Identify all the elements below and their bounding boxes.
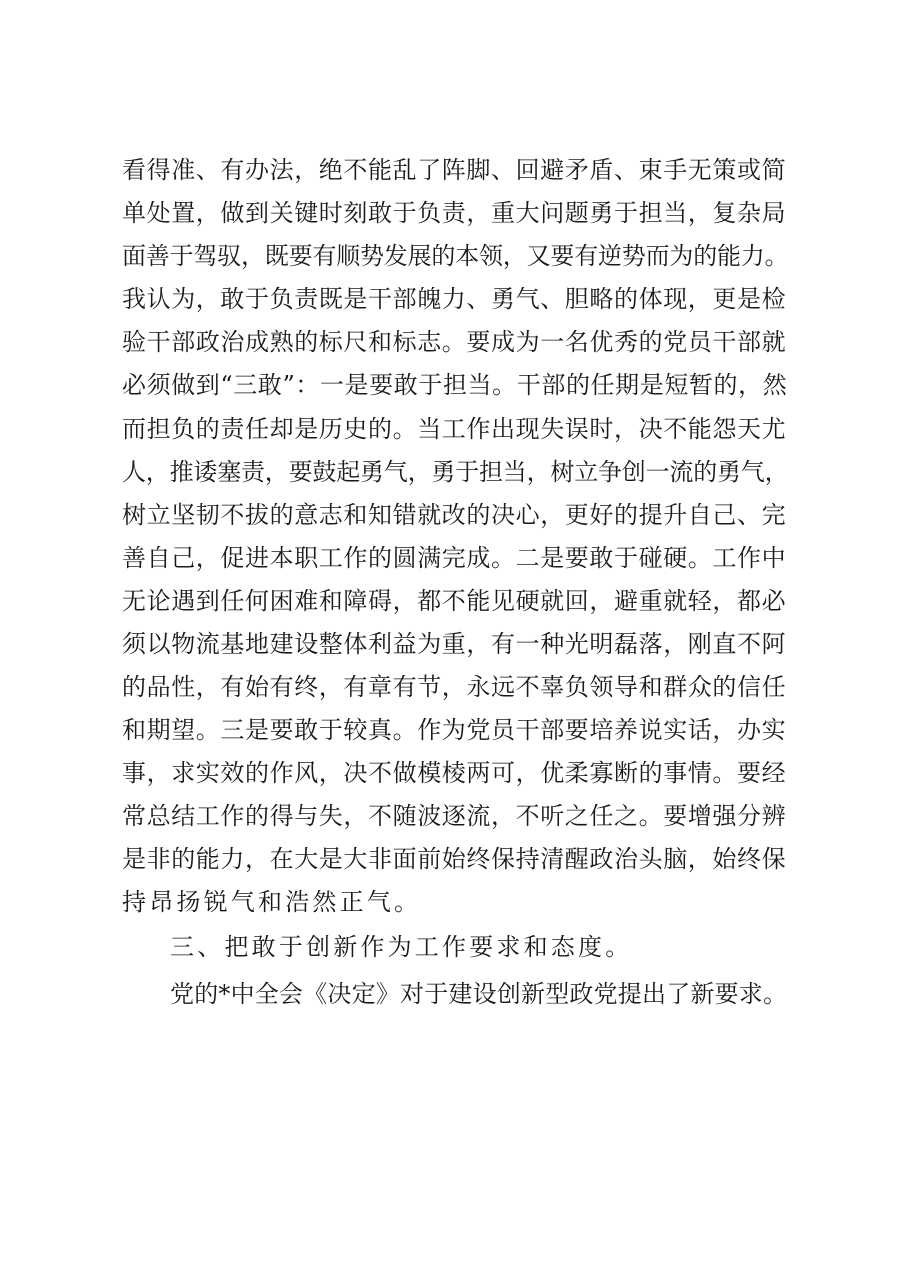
- body-text-line: 事，求实效的作风，决不做模棱两可，优柔寡断的事情。要经: [122, 759, 787, 787]
- section-heading: 三、把敢于创新作为工作要求和态度。: [170, 933, 633, 961]
- body-text-line: 无论遇到任何困难和障碍，都不能见硬就回，避重就轻，都必: [122, 587, 787, 615]
- body-text-line: 是非的能力，在大是大非面前始终保持清醒政治头脑，始终保: [122, 845, 787, 873]
- body-text-line: 和期望。三是要敢于较真。作为党员干部要培养说实话，办实: [122, 716, 787, 744]
- body-text-line: 的品性，有始有终，有章有节，永远不辜负领导和群众的信任: [122, 673, 787, 701]
- body-text-line: 持昂扬锐气和浩然正气。: [122, 888, 422, 916]
- body-text-line: 验干部政治成熟的标尺和标志。要成为一名优秀的党员干部就: [122, 328, 787, 356]
- body-text-line: 单处置，做到关键时刻敢于负责，重大问题勇于担当，复杂局: [122, 199, 787, 227]
- body-text-line: 面善于驾驭，既要有顺势发展的本领，又要有逆势而为的能力。: [122, 242, 789, 270]
- body-text-line: 善自己，促进本职工作的圆满完成。二是要敢于碰硬。工作中: [122, 544, 787, 572]
- body-text-line: 人，推诿塞责，要鼓起勇气，勇于担当，树立争创一流的勇气，: [122, 458, 789, 486]
- body-text-line: 必须做到“三敢”：一是要敢于担当。干部的任期是短暂的，然: [122, 371, 788, 399]
- body-text-line: 常总结工作的得与失，不随波逐流，不听之任之。要增强分辨: [122, 802, 787, 830]
- body-text-line: 而担负的责任却是历史的。当工作出现失误时，决不能怨天尤: [122, 415, 787, 443]
- body-text-line: 树立坚韧不拔的意志和知错就改的决心，更好的提升自己、完: [122, 501, 787, 529]
- body-text-line: 我认为，敢于负责既是干部魄力、勇气、胆略的体现，更是检: [122, 285, 787, 313]
- body-text-line: 须以物流基地建设整体利益为重，有一种光明磊落，刚直不阿: [122, 630, 787, 658]
- body-text-line: 看得准、有办法，绝不能乱了阵脚、回避矛盾、束手无策或简: [122, 156, 787, 184]
- body-text-line: 党的*中全会《决定》对于建设创新型政党提出了新要求。: [170, 980, 788, 1008]
